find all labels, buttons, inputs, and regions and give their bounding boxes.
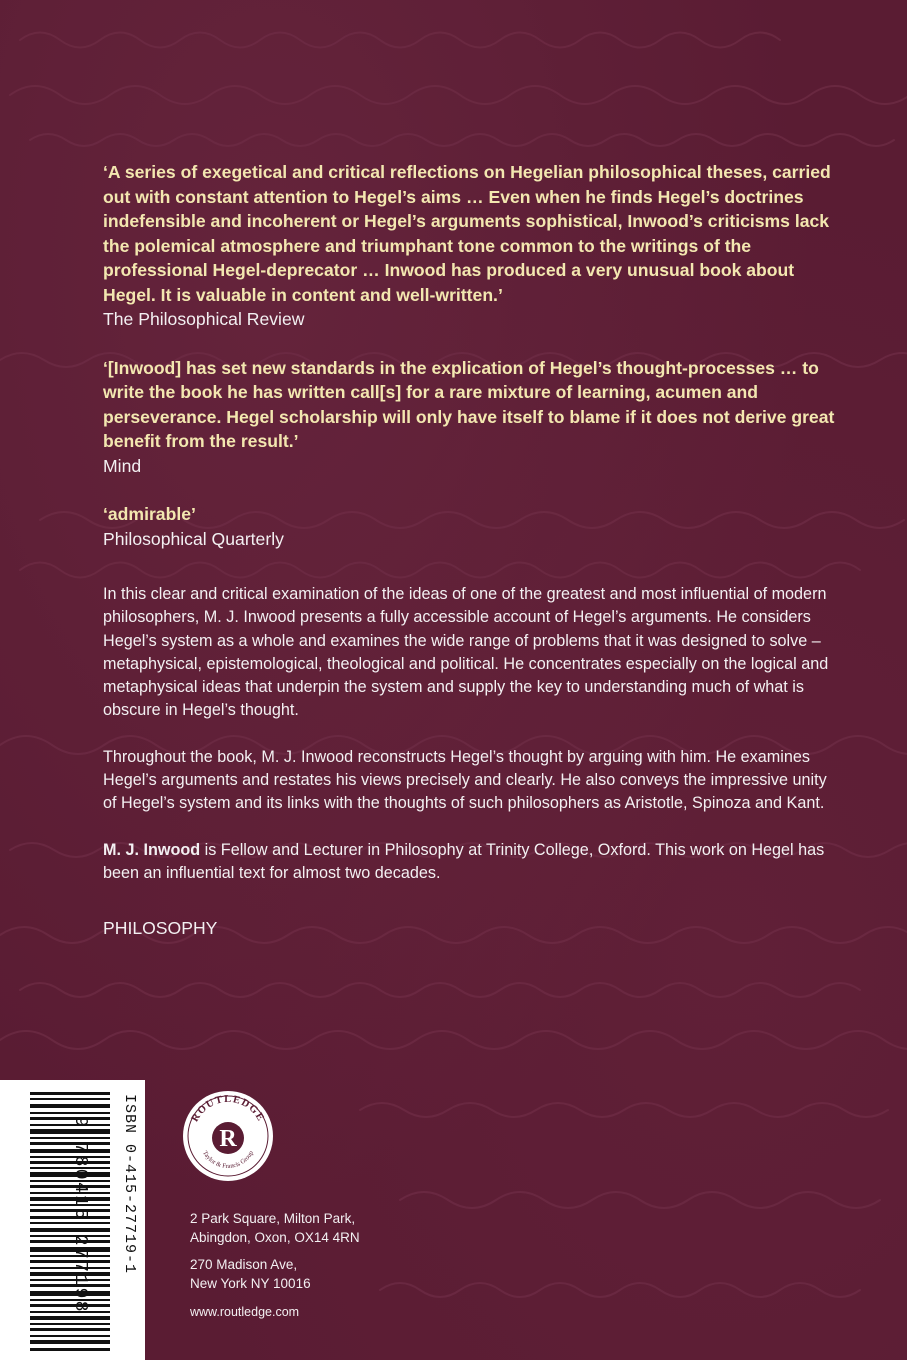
author-bio-text: is Fellow and Lecturer in Philosophy at Trinity College, Oxford. This work on Hegel has been an influential text for almost two decades. [103,840,825,882]
publisher-website[interactable]: www.routledge.com [190,1305,300,1319]
back-cover-text [103,160,838,939]
description-paragraph-1: In this clear and critical examination of the ideas of one of the greatest and most influential of modern philosophers, M. J. Inwood presents a fully accessible account of Hegel’s arguments. He considers Hegel’s system as a whole and examines the wide range of problems that it was designed to solve – metaphysical, epistemological, theological and political. He concentrates especially on the logical and metaphysical ideas that underpin the system and supply the key to understanding much of what is obscure in Hegel’s thought. [103,585,829,720]
address-us-line1: 270 Madison Ave, [190,1257,298,1272]
review-source-3: Philosophical Quarterly [103,528,284,549]
routledge-logo [180,1088,276,1184]
logo-text: ROUTLEDGE [189,1093,267,1124]
review-quote-2: ‘[Inwood] has set new standards in the explication of Hegel’s thought-processes … to write the book he has written call[s] for a rare mixture of learning, acumen and perseverance. Hegel scholarship will only have itself to blame if it does not derive great benefit from the result.’ [103,357,835,451]
address-uk-line2: Abingdon, Oxon, OX14 4RN [190,1230,360,1245]
isbn-label: ISBN 0-415-27719-1 [121,1094,138,1275]
logo-letter: R [219,1126,237,1152]
barcode-digits: 9 780415 277198 [70,1115,90,1315]
author-name: M. J. Inwood [103,840,201,859]
description-paragraph-2: Throughout the book, M. J. Inwood reconstructs Hegel’s thought by arguing with him. He examines Hegel’s arguments and restates his views precisely and clearly. He also conveys the impressive unity of Hegel’s system and its links with the thoughts of such philosophers as Aristotle, Spinoza and Kant. [103,747,827,813]
address-us-line2: New York NY 10016 [190,1276,311,1291]
subject-category: PHILOSOPHY [103,918,218,939]
author-bio [103,839,838,886]
review-source-1: The Philosophical Review [103,309,305,329]
publisher-block [190,1088,360,1322]
address-uk-line1: 2 Park Square, Milton Park, [190,1211,356,1226]
review-source-2: Mind [103,455,142,476]
logo-subtext: Taylor & Francis Group [200,1149,256,1171]
barcode-area [0,1080,145,1360]
review-quote-1: ‘A series of exegetical and critical reflections on Hegelian philosophical theses, carried out with constant attention to Hegel’s aims … Even when he finds Hegel’s doctrines indefensible and incoherent or Hegel’s arguments sophistical, Inwood’s criticisms lack the polemical atmosphere and triumphant tone common to the writings of the professional Hegel-deprecator … Inwood has produced a very unusual book about Hegel. It is valuable in content and well-written.’ [103,162,831,305]
review-quote-3: ‘admirable’ [103,504,196,524]
address-us [190,1255,360,1293]
address-uk [190,1209,360,1247]
